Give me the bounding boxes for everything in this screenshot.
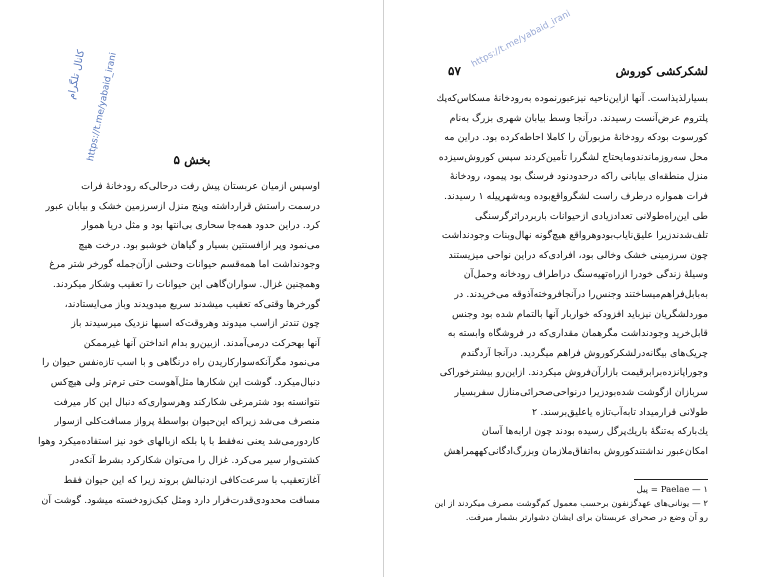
- text-line: بسیارلذیذاست. آنها ازاین‌ناحیه نیزعبورنموده بەرودخانهٔ مسکاس‌که‌پك: [436, 93, 708, 104]
- text-line: چون سرزمینی خشک وخالی بود، افرادی‌که دراین نواحی میزیستند: [448, 249, 708, 261]
- left-body-text: [38, 177, 320, 510]
- text-line: یك‌بارکه به‌تنگهٔ باریك‌پرگل رسیده بودند چون ارابه‌ها آسان: [481, 426, 708, 438]
- text-line: پلتروم عرض‌آنست رسیدند. درآنجا وسط بیابان شهری بزرگ به‌نام: [449, 112, 708, 124]
- text-line: چون تندتر ازاسب میدوند وهروقت‌که اسبها نزدیک میرسیدند باز: [71, 318, 320, 330]
- text-line: منزل منطقه‌ای بیابانی راکه درحدودنود فرسنگ بود پیمود، رودخانهٔ: [449, 171, 708, 183]
- text-line: دنبال‌میکرد. گوشت این شکارها مثل‌آهوست حتی ترم‌تر ولی هیچ‌کس: [50, 376, 320, 388]
- text-line: سربازان ازگوشت شدەبود‌زیرا در‌نواحی‌صحرائی‌منازل سفربسیار: [454, 386, 708, 398]
- text-line: فرات همواره درطرف راست لشگرواقع‌بوده وبه‌شهرپیله ۱ رسیدند.: [444, 190, 708, 202]
- text-line: تلف‌شدند‌زیرا علیق‌نایاب‌بودوهرواقع هیچ‌گونه نهال‌وبنات وجودنداشت: [441, 230, 708, 242]
- text-line: آنها بهحرکت درمی‌آمدند. ازبین‌رو بدام انداختن آنها غیرممکن: [83, 337, 320, 349]
- footnote: رو آن وضع در صحرای عربستان برای ایشان دشوارتر بشمار میرفت.: [465, 513, 708, 523]
- running-title: لشکرکشی کوروش: [615, 64, 708, 78]
- text-line: درسمت راستش قرارداشته وپنج منزل ازسرزمین خشک و بیابان عبور: [45, 200, 320, 212]
- text-line: وجوراپانزده‌برابرقیمت بازار‌آن‌فروش میکردند. ازاین‌رو بیشترخوراکی: [439, 367, 708, 379]
- text-line: طی این‌راه‌طولانی تعدادزیادی ازحیوانات باربردراثرگرسنگی: [475, 210, 708, 222]
- text-line: منصرف می‌شد زیراکه این‌حیوان بواسطهٔ پرواز مسافت‌کلی ازسوار: [54, 416, 320, 428]
- right-body-text: [436, 89, 708, 461]
- running-head: [448, 64, 708, 82]
- text-line: کورسوت بودکه رودخانهٔ مزبورآن را کاملا احاطه‌کرده بود. دراین مه: [444, 132, 708, 144]
- text-line: کرد. دراین حدود همه‌جا سحاری بی‌انتها بود و مثل دریا هموار: [81, 220, 320, 232]
- text-line: وسیلهٔ زندگی خودرا ازراه‌تهیه‌سنگ دراطراف رودخانه وحمل‌آن: [463, 269, 708, 281]
- text-line: قابل‌خرید وجودنداشت مگرهمان مقداری‌که در فروشگاه وابسته به: [447, 328, 708, 340]
- text-line: می‌نمود مگرآنکه‌سوارکاریدن راه درنگاهی و با اسب تازه‌نفس حیوان را: [41, 357, 320, 369]
- text-line: کشتی‌وار سیر می‌کرد. غزال را می‌توان شکارکرد بشرط آنکه‌در: [70, 455, 320, 467]
- text-line: امکان‌عبور نداشتندکوروش به‌اتفاق‌ملازمان وبزرگ‌ادگانی‌کههمراهش: [443, 445, 708, 457]
- text-line: به‌بابل‌فراهم‌میساختند وجنس‌را درآنجا‌فروخته‌آذوقه می‌خریدند. در: [454, 288, 708, 300]
- footnote-divider: [634, 479, 708, 480]
- text-line: کاردورمی‌شد یعنی نه‌فقط با پا بلکه ازبالهای خود نیز استفاده‌میکرد وهوا: [38, 435, 320, 447]
- text-line: مسافت محدودی‌قدرت‌فرار دارد ومثل کبک‌زودخسته میشود. گوشت آن: [41, 494, 320, 506]
- watermark-telegram-link[interactable]: https://t.me/yabaid_irani: [86, 51, 119, 163]
- right-page: [384, 0, 768, 577]
- watermark-telegram-link[interactable]: https://t.me/yabaid_irani: [470, 9, 573, 70]
- watermark-channel-name: کانال تلگرام: [66, 48, 88, 101]
- text-line: می‌نمود وپر ازافسنتین بسیار و گیاهان خوشبو بود. درخت هیچ: [78, 239, 320, 251]
- text-line: موردلشگریان نیزباید افزودکه خواربار آنها بالتمام شده بود وجنس: [451, 308, 708, 320]
- text-line: طولانی قرارمیداد تا‌به‌آب‌تازه یا‌علیق‌برسند. ۲: [532, 406, 708, 418]
- section-title: بخش ۵: [173, 153, 211, 167]
- text-line: نتوانسته بود شترمرغی شکارکند وهرسواری‌که دنبال این کار میرفت: [53, 396, 320, 408]
- text-line: آغازتعقیب با سرعت‌کافی ازدنبالش بروند زیرا که این حیوان فقط: [63, 474, 320, 486]
- footnote: ۱ — Paelae = پیل: [636, 485, 708, 495]
- page-number: ۵۷: [448, 64, 461, 78]
- footnote: ۲ — یونانی‌های عهدگزنفون برحسب معمول کم‌گوشت مصرف میکردند از این: [434, 499, 708, 509]
- text-line: گورخرها وقتی‌که تعقیب میشدند سریع میدویدند وباز می‌ایستادند،: [64, 298, 320, 310]
- text-line: چریک‌های بیگانه‌در‌لشکرکوروش فراهم میگردید. درآنجا آردگندم: [460, 347, 708, 359]
- footnotes: [434, 483, 708, 525]
- text-line: اوسپس ازمیان عربستان پیش رفت درحالی‌که رودخانهٔ فرات: [81, 181, 320, 192]
- text-line: وجودنداشت اما همه‌قسم حیوانات وحشی ازآن‌جمله گورخر شتر مرغ: [49, 259, 320, 271]
- text-line: وهمچنین غزال. سواران‌گاهی این حیوانات را تعقیب وشکار میکردند.: [52, 278, 320, 290]
- text-line: محل سه‌روزماندندومایحتاج لشگررا تأمین‌کردند سپس کوروش‌سیزده: [438, 151, 708, 163]
